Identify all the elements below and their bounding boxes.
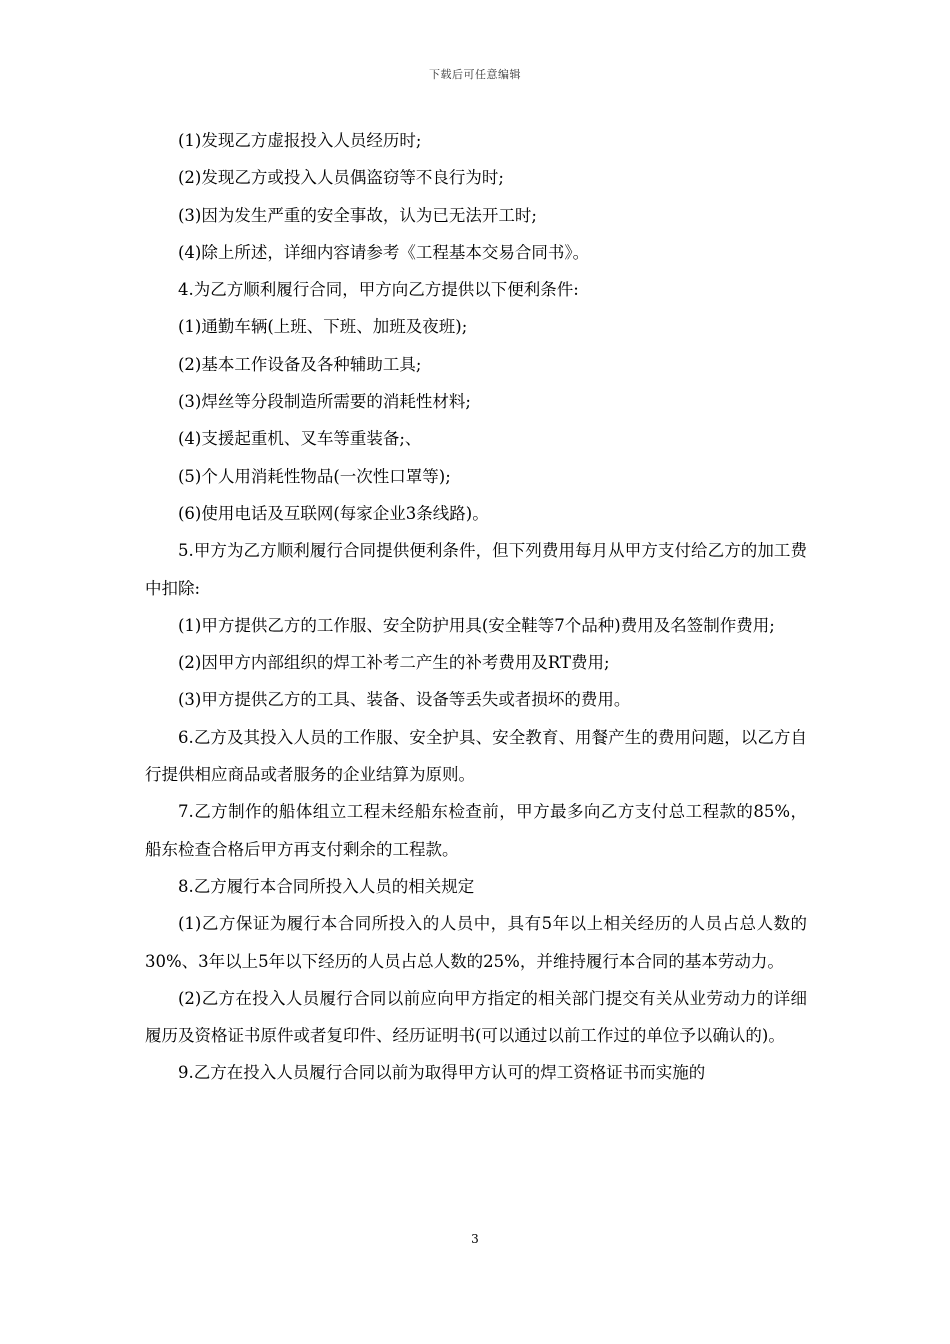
paragraph: (3)因为发生严重的安全事故，认为已无法开工时;: [178, 205, 537, 225]
paragraph: 7.乙方制作的船体组立工程未经船东检查前，甲方最多向乙方支付总工程款的85%，船东检查合格后甲方再支付剩余的工程款。: [145, 802, 807, 859]
paragraph: (4)除上所述，详细内容请参考《工程基本交易合同书》。: [178, 242, 590, 262]
paragraph: (1)通勤车辆(上班、下班、加班及夜班);: [178, 317, 468, 337]
document-body: [145, 122, 807, 1092]
page-number: 3: [471, 1232, 479, 1246]
paragraph: 4.为乙方顺利履行合同，甲方向乙方提供以下便利条件:: [178, 280, 579, 300]
paragraph: (3)甲方提供乙方的工具、装备、设备等丢失或者损坏的费用。: [178, 690, 631, 710]
paragraph: (2)乙方在投入人员履行合同以前应向甲方指定的相关部门提交有关从业劳动力的详细履历及资格证书原件或者复印件、经历证明书(可以通过以前工作过的单位予以确认的)。: [145, 988, 807, 1046]
paragraph: (5)个人用消耗性物品(一次性口罩等);: [178, 466, 451, 486]
paragraph: (3)焊丝等分段制造所需要的消耗性材料;: [178, 392, 471, 412]
paragraph: (6)使用电话及互联网(每家企业3条线路)。: [178, 503, 489, 523]
paragraph: (4)支援起重机、叉车等重装备;、: [178, 429, 422, 449]
paragraph: (2)因甲方内部组织的焊工补考二产生的补考费用及RT费用;: [178, 653, 610, 673]
paragraph: (2)发现乙方或投入人员偶盗窃等不良行为时;: [178, 168, 504, 188]
paragraph: 6.乙方及其投入人员的工作服、安全护具、安全教育、用餐产生的费用问题，以乙方自行提供相应商品或者服务的企业结算为原则。: [145, 727, 807, 785]
page-header: 下载后可任意编辑: [429, 68, 521, 81]
paragraph: 9.乙方在投入人员履行合同以前为取得甲方认可的焊工资格证书而实施的: [178, 1063, 706, 1083]
paragraph: 8.乙方履行本合同所投入人员的相关规定: [178, 876, 475, 896]
paragraph: (1)乙方保证为履行本合同所投入的人员中，具有5年以上相关经历的人员占总人数的30%、3年以上5年以下经历的人员占总人数的25%，并维持履行本合同的基本劳动力。: [145, 914, 807, 971]
paragraph: (2)基本工作设备及各种辅助工具;: [178, 354, 422, 374]
paragraph: (1)发现乙方虚报投入人员经历时;: [178, 131, 422, 150]
paragraph: (1)甲方提供乙方的工作服、安全防护用具(安全鞋等7个品种)费用及名签制作费用;: [178, 615, 775, 635]
paragraph: 5.甲方为乙方顺利履行合同提供便利条件，但下列费用每月从甲方支付给乙方的加工费中扣除:: [145, 541, 807, 598]
